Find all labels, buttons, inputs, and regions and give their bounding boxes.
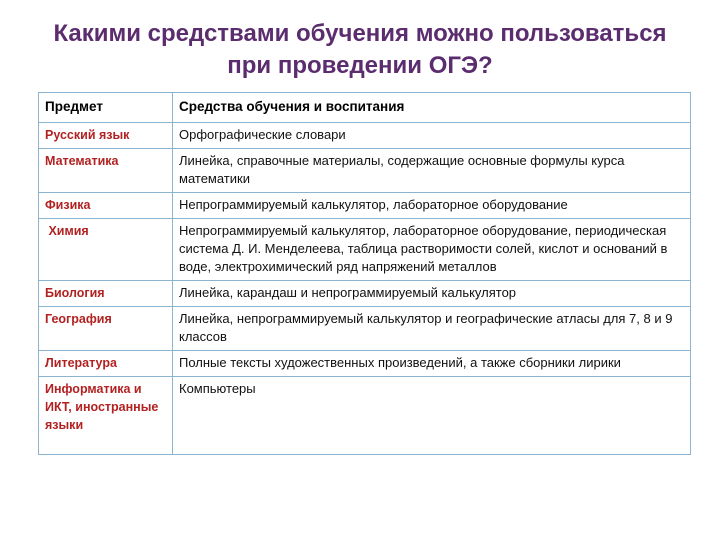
subject-cell: Физика: [39, 193, 173, 219]
subject-cell: География: [39, 307, 173, 351]
table-row: [39, 307, 691, 351]
subject-cell: Информатика и ИКТ, иностранные языки: [39, 377, 173, 455]
means-cell: Компьютеры: [173, 377, 691, 455]
means-cell: Линейка, справочные материалы, содержащие основные формулы курса математики: [173, 149, 691, 193]
means-cell: Линейка, непрограммируемый калькулятор и географические атласы для 7, 8 и 9 классов: [173, 307, 691, 351]
table-row: [39, 123, 691, 149]
means-cell: Непрограммируемый калькулятор, лабораторное оборудование, периодическая система Д. И. Менделеева, таблица растворимости солей, кислот и оснований в воде, электрохимический ряд напряжений металлов: [173, 219, 691, 281]
slide-title: Какими средствами обучения можно пользоваться при проведении ОГЭ?: [53, 20, 667, 79]
means-cell: Орфографические словари: [173, 123, 691, 149]
subject-cell: Химия: [39, 219, 173, 281]
means-cell: Непрограммируемый калькулятор, лабораторное оборудование: [173, 193, 691, 219]
means-cell: Линейка, карандаш и непрограммируемый калькулятор: [173, 281, 691, 307]
table-row: [39, 219, 691, 281]
table-row: [39, 351, 691, 377]
table-header-row: [39, 93, 691, 123]
subject-cell: Литература: [39, 351, 173, 377]
means-cell: Полные тексты художественных произведений, а также сборники лирики: [173, 351, 691, 377]
header-means: Средства обучения и воспитания: [173, 93, 691, 123]
table-row: [39, 281, 691, 307]
table-row: [39, 149, 691, 193]
subject-cell: Русский язык: [39, 123, 173, 149]
table-row: [39, 193, 691, 219]
subject-cell: Математика: [39, 149, 173, 193]
header-subject: Предмет: [39, 93, 173, 123]
table-row: [39, 377, 691, 455]
subject-cell: Биология: [39, 281, 173, 307]
oge-means-table: [38, 92, 691, 455]
